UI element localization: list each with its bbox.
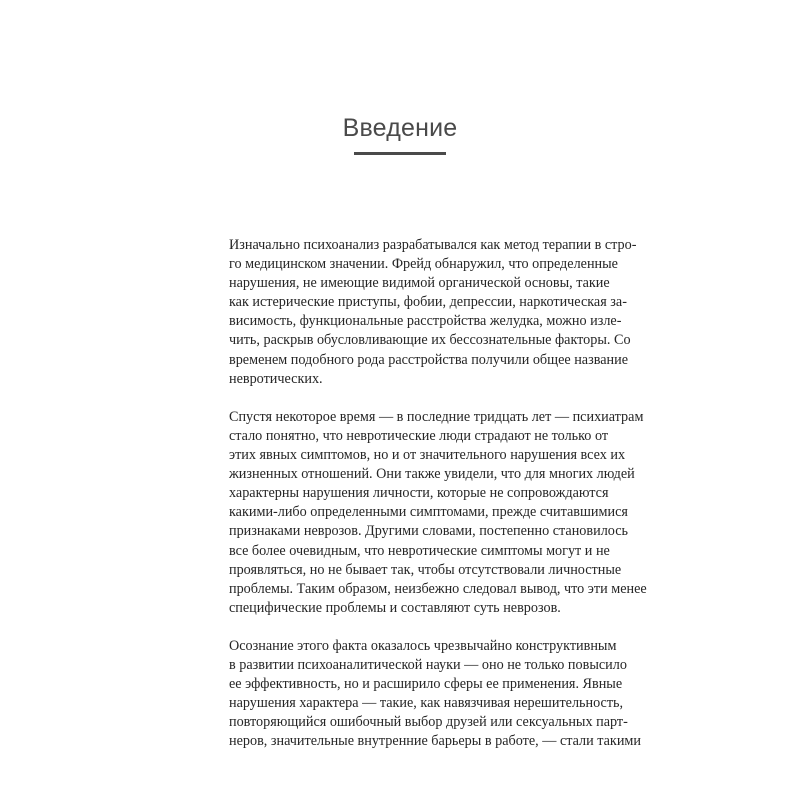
text-line: все более очевидным, что невротические симптомы могут и не <box>229 542 610 559</box>
text-line: Спустя некоторое время — в последние тридцать лет — психиатрам <box>229 408 644 425</box>
text-line: этих явных симптомов, но и от значительного нарушения всех их <box>229 447 626 464</box>
text-line: го медицинском значении. Фрейд обнаружил, что определенные <box>229 256 618 273</box>
text-line: Изначально психоанализ разрабатывался как метод терапии в стро- <box>229 237 637 253</box>
text-line: характерны нарушения личности, которые не сопровождаются <box>229 485 609 502</box>
text-line: нарушения характера — такие, как навязчивая нерешительность, <box>229 695 624 712</box>
paragraph-1 <box>229 236 637 389</box>
text-line: неров, значительные внутренние барьеры в работе, — стали такими <box>229 733 641 750</box>
text-line: невротических. <box>229 370 323 387</box>
text-line: какими-либо определенными симптомами, прежде считавшимися <box>229 504 628 521</box>
text-line: висимость, функциональные расстройства желудка, можно изле- <box>229 313 622 330</box>
text-line: повторяющийся ошибочный выбор друзей или сексуальных парт- <box>229 714 628 731</box>
text-line: специфические проблемы и составляют суть неврозов. <box>229 599 561 616</box>
text-line: в развитии психоаналитической науки — оно не только повысило <box>229 657 627 674</box>
paragraph-2 <box>229 408 647 618</box>
text-line: как истерические приступы, фобии, депрессии, наркотическая за- <box>229 294 627 311</box>
paragraph-3 <box>229 637 641 752</box>
text-line: нарушения, не имеющие видимой органической основы, такие <box>229 275 610 292</box>
paragraph-gap <box>229 618 577 637</box>
text-line: признаками неврозов. Другими словами, постепенно становилось <box>229 523 628 540</box>
text-line: ее эффективность, но и расширило сферы ее применения. Явные <box>229 676 623 693</box>
title-underline-rule <box>354 152 446 155</box>
text-line: проблемы. Таким образом, неизбежно следовал вывод, что эти менее <box>229 580 647 597</box>
paragraph-gap <box>229 389 577 408</box>
text-line: Осознание этого факта оказалось чрезвычайно конструктивным <box>229 637 617 654</box>
body-text <box>229 236 647 752</box>
text-line: стало понятно, что невротические люди страдают не только от <box>229 427 609 444</box>
chapter-title: Введение <box>342 114 458 142</box>
text-line: временем подобного рода расстройства получили общее название <box>229 351 628 368</box>
text-line: проявляться, но не бывает так, чтобы отсутствовали личностные <box>229 561 622 578</box>
text-line: жизненных отношений. Они также увидели, что для многих людей <box>229 466 635 483</box>
text-line: чить, раскрыв обусловливающие их бессознательные факторы. Со <box>229 332 631 349</box>
